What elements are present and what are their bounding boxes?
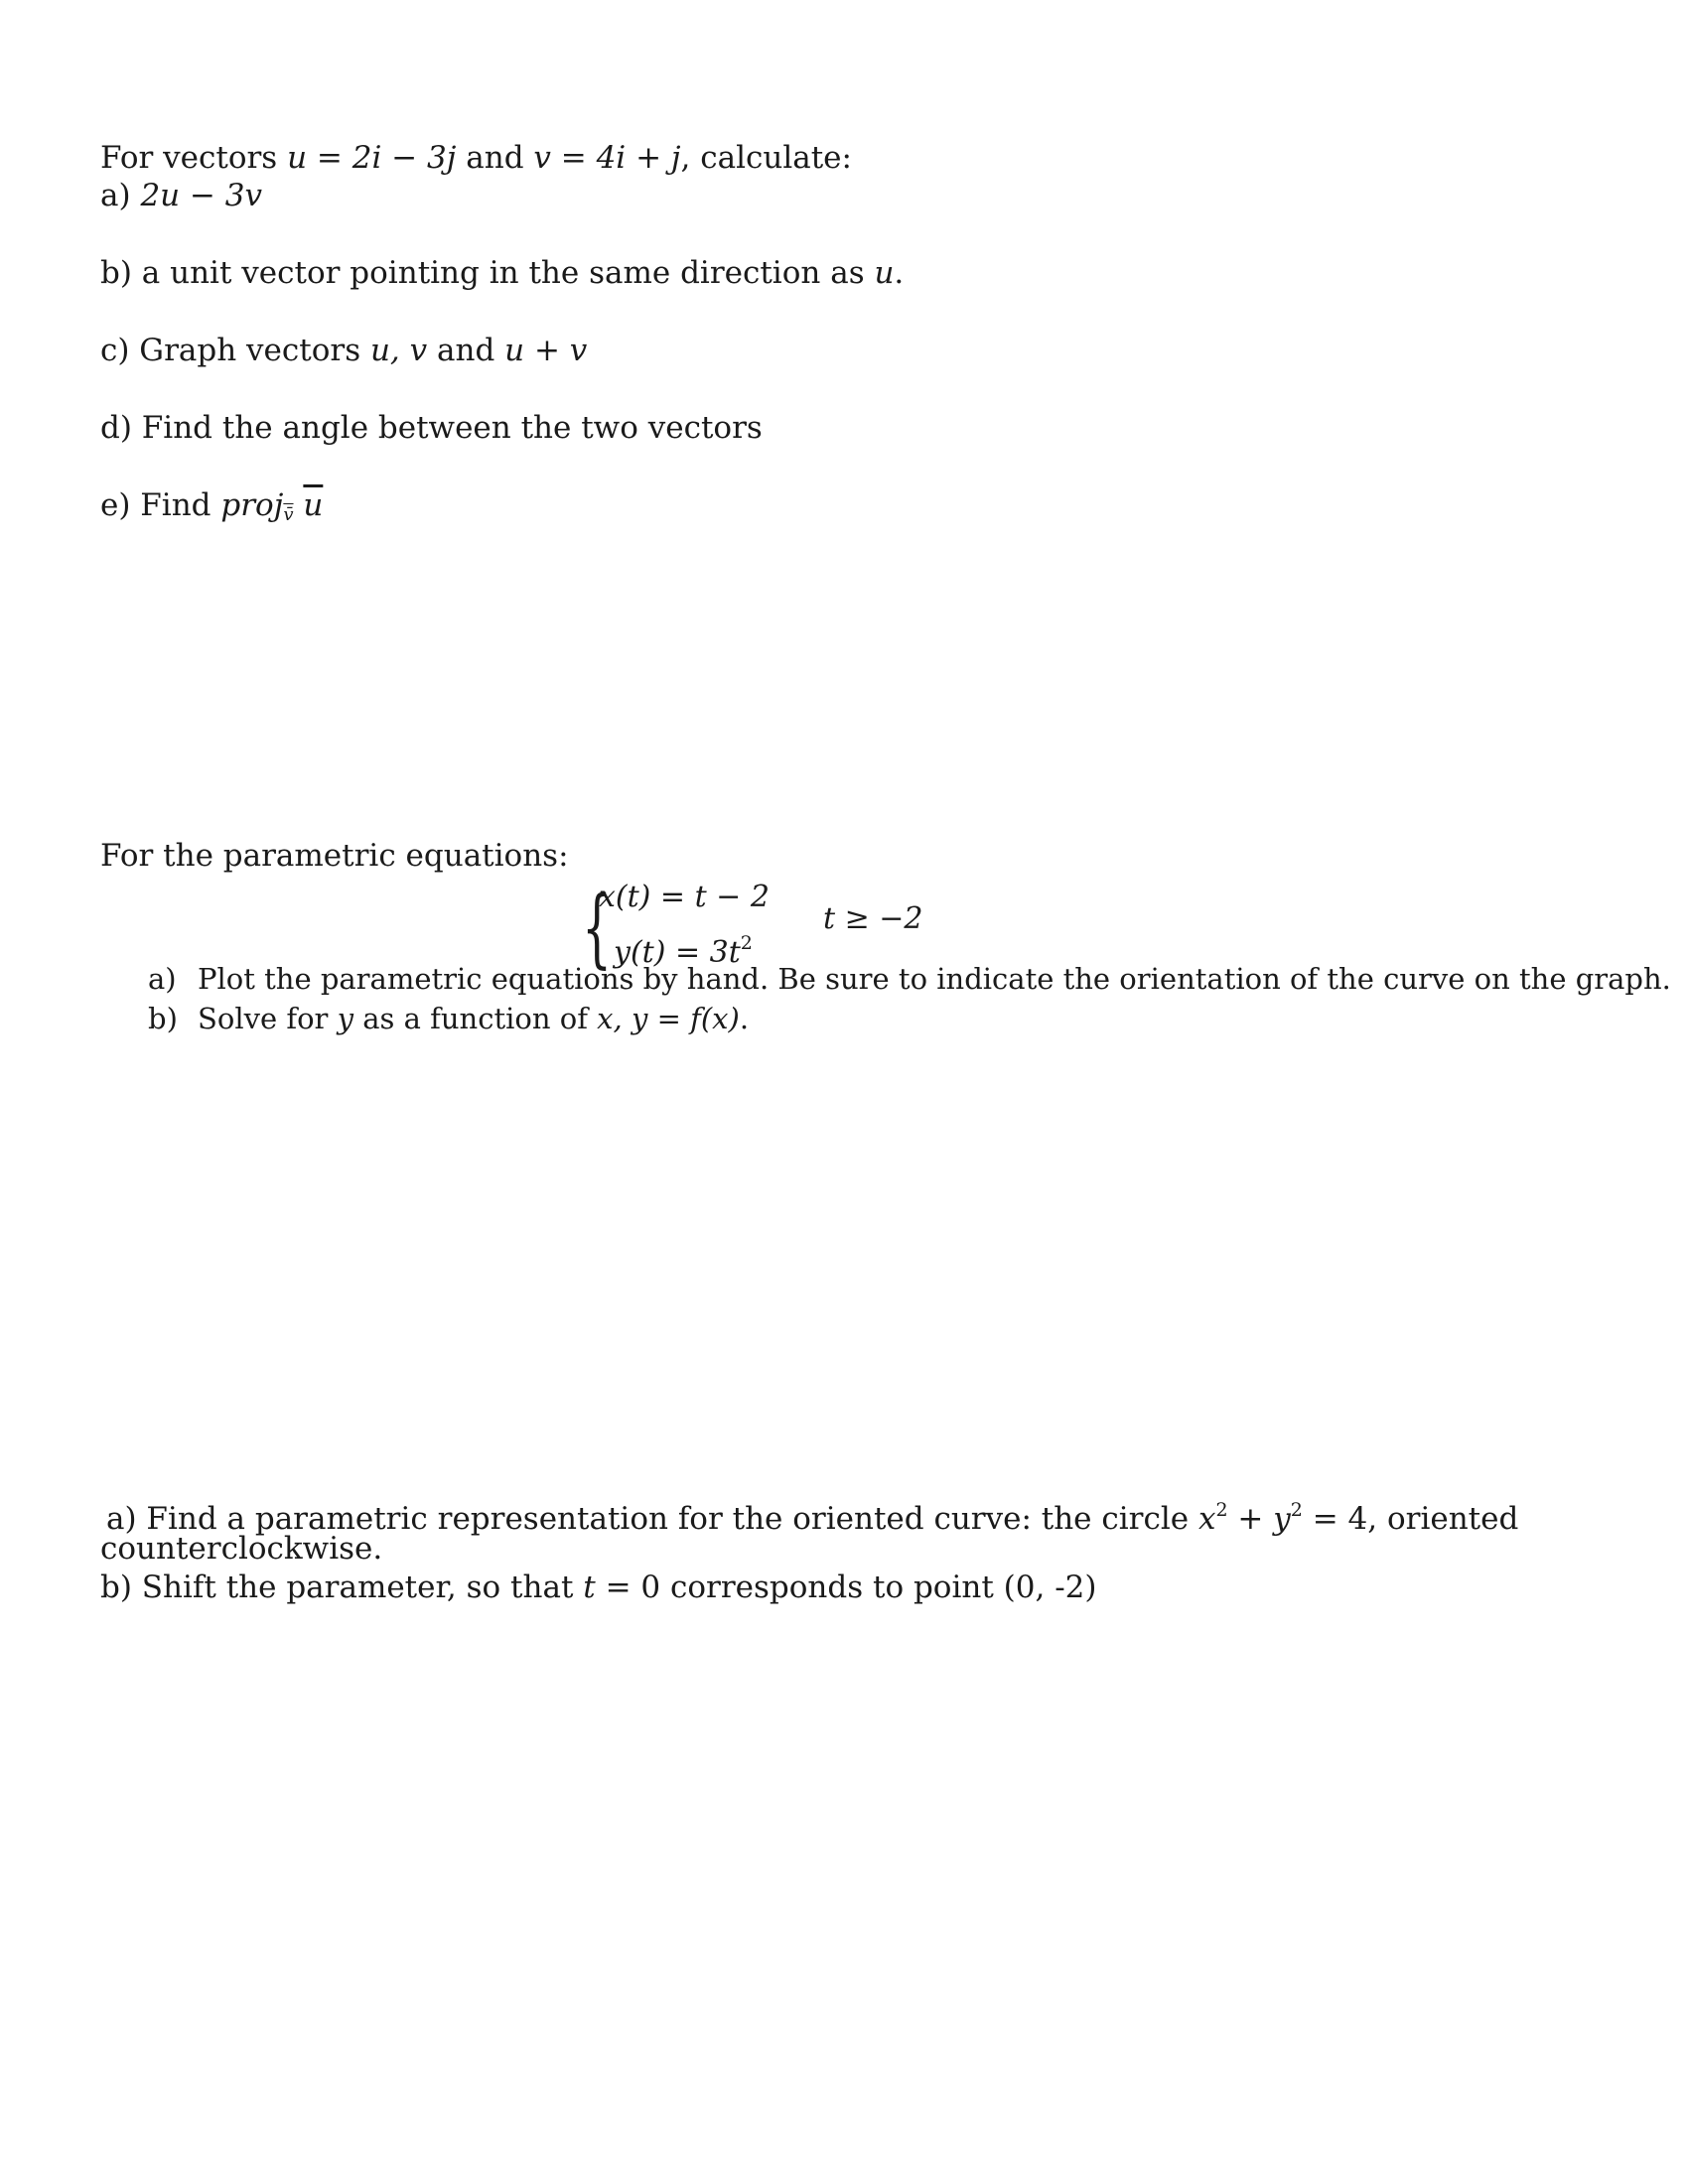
q2b-end: . <box>739 1002 750 1035</box>
question-1e <box>100 486 323 534</box>
q1c-text: c) Graph vectors <box>100 333 370 368</box>
parameter-condition <box>823 901 923 937</box>
question-3a-cont <box>100 1530 382 1568</box>
q2b-text: Solve for <box>198 1002 338 1035</box>
q3a-text: a) Find a parametric representation for the oriented curve: the circle <box>106 1501 1198 1537</box>
question-1d <box>100 409 763 447</box>
q1e-sub: v̄ <box>283 504 294 525</box>
q3b-text: b) Shift the parameter, so that <box>100 1570 584 1605</box>
question-3b <box>100 1569 1096 1606</box>
question-2b <box>148 1001 749 1036</box>
condition-text: t ≥ −2 <box>823 901 923 936</box>
eq-x-text: x(t) = t − 2 <box>599 880 770 914</box>
equation-x <box>599 880 770 915</box>
q2b-label: b) <box>148 1002 178 1035</box>
q2b-math1: y <box>337 1002 354 1035</box>
q1a-expression: 2u − 3v <box>140 178 263 213</box>
q3a-eq: = 4, oriented <box>1302 1501 1519 1537</box>
eq-y-exponent: 2 <box>740 932 753 954</box>
q3a-plus: + <box>1227 1501 1274 1537</box>
q2b-math2: x, y = f(x) <box>597 1002 740 1035</box>
q1a-label: a) <box>100 178 141 213</box>
system-brace: { <box>582 879 613 978</box>
q1b-math: u <box>874 255 895 291</box>
q1b-text: b) a unit vector pointing in the same direction as <box>100 255 875 291</box>
question-1c <box>100 332 587 369</box>
question-1b <box>100 254 904 292</box>
q3a-x: x <box>1197 1501 1216 1537</box>
q1e-text: e) Find <box>100 487 221 523</box>
q3a-exp2: 2 <box>1290 1499 1303 1521</box>
q2a-label: a) <box>148 962 177 996</box>
q1e-u: $\overline{u}$ <box>303 487 324 523</box>
q1d-text: d) Find the angle between the two vectors <box>100 410 763 446</box>
q1c-math1: u, v <box>369 333 428 368</box>
intro-suffix: , calculate: <box>680 140 852 176</box>
q3a-text2: counterclockwise. <box>100 1531 383 1567</box>
q1c-and: and <box>427 333 505 368</box>
q3b-text2: = 0 corresponds to point (0, -2) <box>595 1570 1097 1605</box>
intro-and: and <box>456 140 534 176</box>
vector-v-def: v = 4i + j <box>533 140 681 176</box>
eq-y-text: y(t) = 3t <box>614 935 741 970</box>
intro-text: For vectors <box>100 140 288 176</box>
vectors-intro <box>100 139 852 177</box>
parametric-intro-text: For the parametric equations: <box>100 838 569 874</box>
q3a-exp1: 2 <box>1215 1499 1228 1521</box>
question-1a <box>100 177 262 214</box>
q1e-proj: proj <box>220 487 284 523</box>
q1b-end: . <box>894 255 905 291</box>
q1c-math2: u + v <box>504 333 588 368</box>
q3a-y: y <box>1273 1501 1291 1537</box>
vector-u-def: u = 2i − 3j <box>287 140 457 176</box>
parametric-intro <box>100 837 569 875</box>
question-2a <box>148 961 1671 997</box>
q2b-text2: as a function of <box>353 1002 598 1035</box>
q3b-t: t <box>583 1570 596 1605</box>
q2a-text: Plot the parametric equations by hand. Be sure to indicate the orientation of the curve on the graph. <box>198 962 1671 996</box>
